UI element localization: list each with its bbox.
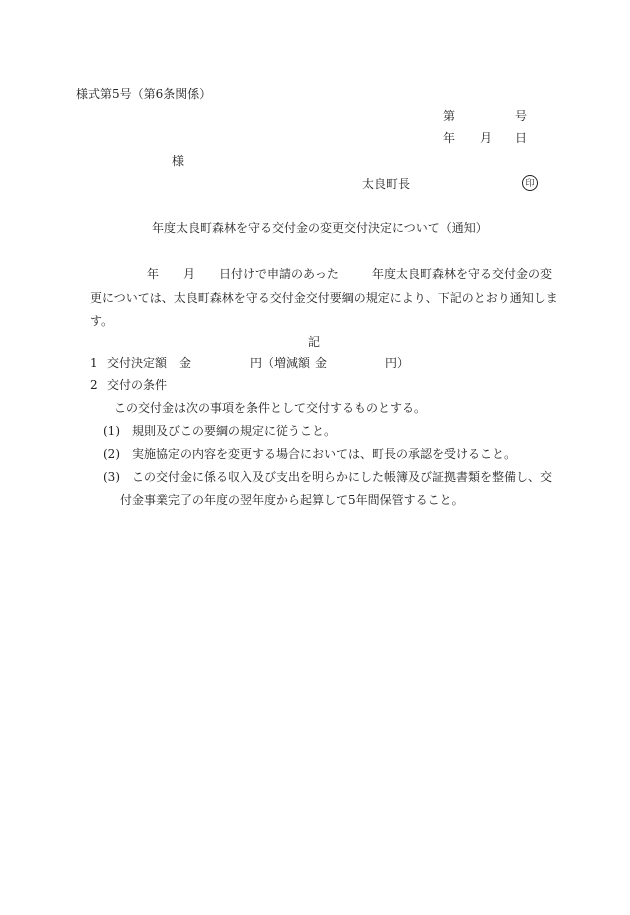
form-label: 様式第5号（第6条関係） <box>76 87 212 101</box>
body-line2: 更については、太良町森林を守る交付金交付要綱の規定により、下記のとおり通知しま <box>90 291 558 305</box>
body-year: 年 <box>147 267 160 281</box>
condition-1-text: 規則及びこの要綱の規定に従うこと。 <box>132 424 337 438</box>
seal-icon: 印 <box>522 175 538 191</box>
document-title: 年度太良町森林を守る交付金の変更交付決定について（通知） <box>152 221 488 235</box>
item1-yen-close: 円） <box>385 356 410 370</box>
addressee-suffix: 様 <box>172 154 185 168</box>
doc-number-prefix: 第 <box>443 109 456 123</box>
item2-intro: この交付金は次の事項を条件として交付するものとする。 <box>114 401 427 415</box>
date-month: 月 <box>480 131 493 145</box>
item1-yen-open: 円（増減額 <box>250 356 311 370</box>
body-line3: す。 <box>90 314 114 328</box>
condition-2-text: 実施協定の内容を変更する場合においては、町長の承認を受けること。 <box>132 447 517 461</box>
condition-3-text: この交付金に係る収入及び支出を明らかにした帳簿及び証拠書類を整備し、交 <box>132 470 553 484</box>
issuer-title: 太良町長 <box>362 177 411 191</box>
ki-heading: 記 <box>308 335 321 349</box>
doc-number-suffix: 号 <box>515 109 528 123</box>
condition-3-continuation: 付金事業完了の年度の翌年度から起算して5年間保管すること。 <box>120 493 464 507</box>
item1-kin: 金 <box>179 356 192 370</box>
condition-1-number: (1) <box>103 424 120 438</box>
condition-2-number: (2) <box>103 447 120 461</box>
item1-kin2: 金 <box>315 356 328 370</box>
item2-label: 交付の条件 <box>107 378 168 392</box>
condition-3-number: (3) <box>103 470 120 484</box>
date-day: 日 <box>515 131 528 145</box>
item2-number: 2 <box>90 378 98 392</box>
body-month: 月 <box>183 267 196 281</box>
item1-number: 1 <box>90 356 98 370</box>
item1-label: 交付決定額 <box>107 356 168 370</box>
date-year: 年 <box>443 131 456 145</box>
body-day-text: 日付けで申請のあった <box>219 267 339 281</box>
body-line1-rest: 年度太良町森林を守る交付金の変 <box>372 267 553 281</box>
